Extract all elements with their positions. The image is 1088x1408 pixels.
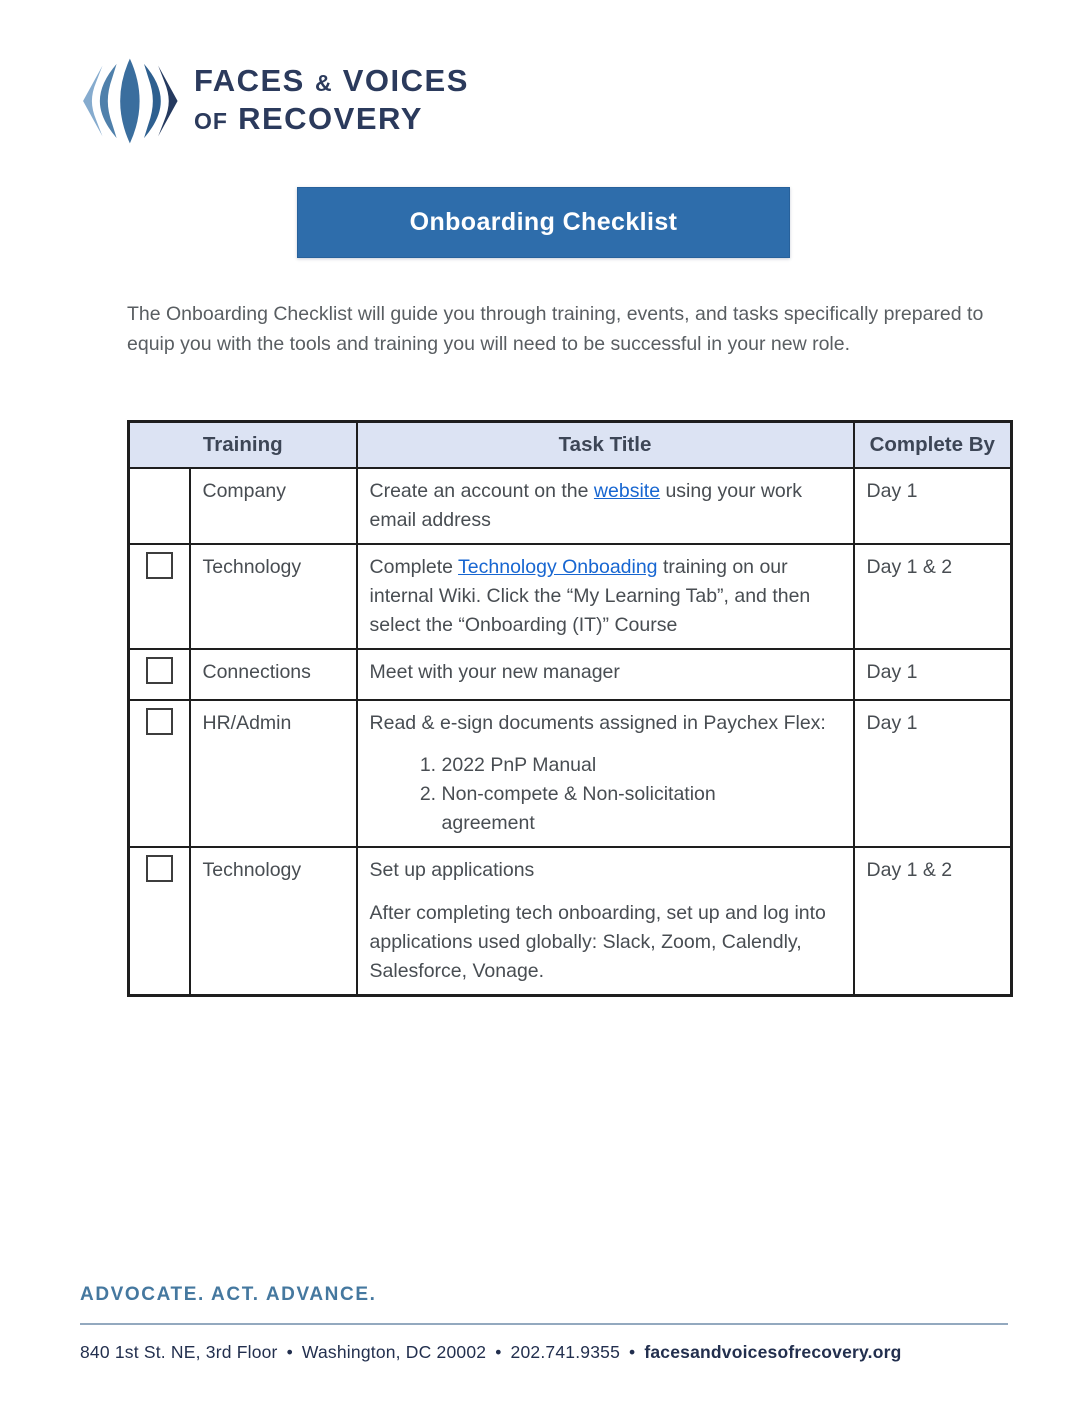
task-title-cell: [357, 847, 854, 996]
checkbox-cell: [129, 847, 190, 996]
logo-arcs-icon: [76, 56, 182, 146]
task-list: [370, 751, 841, 838]
task-text: Complete Technology Onboading training on our internal Wiki. Click the “My Learning Tab”, and then select the “Onboarding (IT)” Course: [369, 556, 811, 636]
footer-city: Washington, DC 20002: [301, 1342, 487, 1362]
table-row: [129, 544, 1012, 649]
complete-by-cell: Day 1: [854, 649, 1012, 700]
table-header-row: [129, 422, 1012, 469]
footer-street-address: 840 1st St. NE, 3rd Floor: [80, 1342, 278, 1362]
task-text: Meet with your new manager: [369, 661, 620, 683]
training-category: Connections: [190, 649, 357, 700]
checkbox-cell: [129, 700, 190, 847]
footer-contact-line: [80, 1342, 1008, 1363]
training-category: Technology: [190, 847, 357, 996]
complete-by-cell: Day 1 & 2: [854, 847, 1012, 996]
checkbox-cell: [129, 649, 190, 700]
onboarding-table: [127, 420, 1013, 997]
footer-bullet: •: [286, 1342, 293, 1362]
training-category: HR/Admin: [190, 700, 357, 847]
page-title: Onboarding Checklist: [409, 208, 678, 236]
org-name: [194, 63, 469, 139]
task-title-cell: [357, 700, 854, 847]
task-list-item: 2. Non-compete & Non-solicitation agreement: [442, 780, 742, 838]
task-title-cell: [357, 468, 854, 544]
footer-bullet: •: [495, 1342, 502, 1362]
org-name-line2: OF RECOVERY: [194, 101, 423, 136]
table-row: [129, 700, 1012, 847]
task-checkbox[interactable]: [146, 708, 173, 735]
footer-divider: [80, 1323, 1008, 1325]
footer-tagline: ADVOCATE. ACT. ADVANCE.: [80, 1284, 377, 1305]
complete-by-cell: Day 1: [854, 468, 1012, 544]
onboarding-table-container: [127, 420, 1010, 997]
footer-bullet: •: [629, 1342, 636, 1362]
task-text: Read & e-sign documents assigned in Paychex Flex:: [369, 712, 826, 734]
task-text: Create an account on the website using your work email address: [369, 480, 803, 531]
footer-phone: 202.741.9355: [510, 1342, 620, 1362]
checkbox-cell: [129, 544, 190, 649]
table-row: [129, 468, 1012, 544]
complete-by-cell: Day 1 & 2: [854, 544, 1012, 649]
column-header-task-title: Task Title: [357, 422, 854, 469]
table-row: [129, 649, 1012, 700]
task-title-cell: [357, 544, 854, 649]
checkbox-cell: [129, 468, 190, 544]
checklist-table-body: [129, 468, 1012, 996]
task-checkbox[interactable]: [146, 552, 173, 579]
task-link[interactable]: website: [593, 480, 661, 502]
complete-by-cell: Day 1: [854, 700, 1012, 847]
column-header-training: Training: [129, 422, 357, 469]
org-name-line1: FACES & VOICES: [194, 63, 469, 98]
task-checkbox[interactable]: [146, 855, 173, 882]
task-list-item: 1. 2022 PnP Manual: [442, 751, 742, 780]
training-category: Company: [190, 468, 357, 544]
task-checkbox[interactable]: [146, 657, 173, 684]
task-title-cell: [357, 649, 854, 700]
org-logo: [76, 56, 469, 146]
column-header-complete-by: Complete By: [854, 422, 1012, 469]
task-link[interactable]: Technology Onboading: [458, 556, 658, 578]
training-category: Technology: [190, 544, 357, 649]
page-footer: [80, 1284, 1008, 1363]
task-text: Set up applications: [369, 859, 535, 881]
table-row: [129, 847, 1012, 996]
intro-paragraph: The Onboarding Checklist will guide you through training, events, and tasks specifically prepared to equip you with the tools and training you will need to be successful in your new role.: [127, 302, 984, 355]
title-banner: [297, 187, 790, 258]
footer-website: facesandvoicesofrecovery.org: [644, 1342, 902, 1362]
task-text: After completing tech onboarding, set up and log into applications used globally: Slack, Zoom, Calendly, Salesforce, Vonage.: [369, 902, 826, 982]
